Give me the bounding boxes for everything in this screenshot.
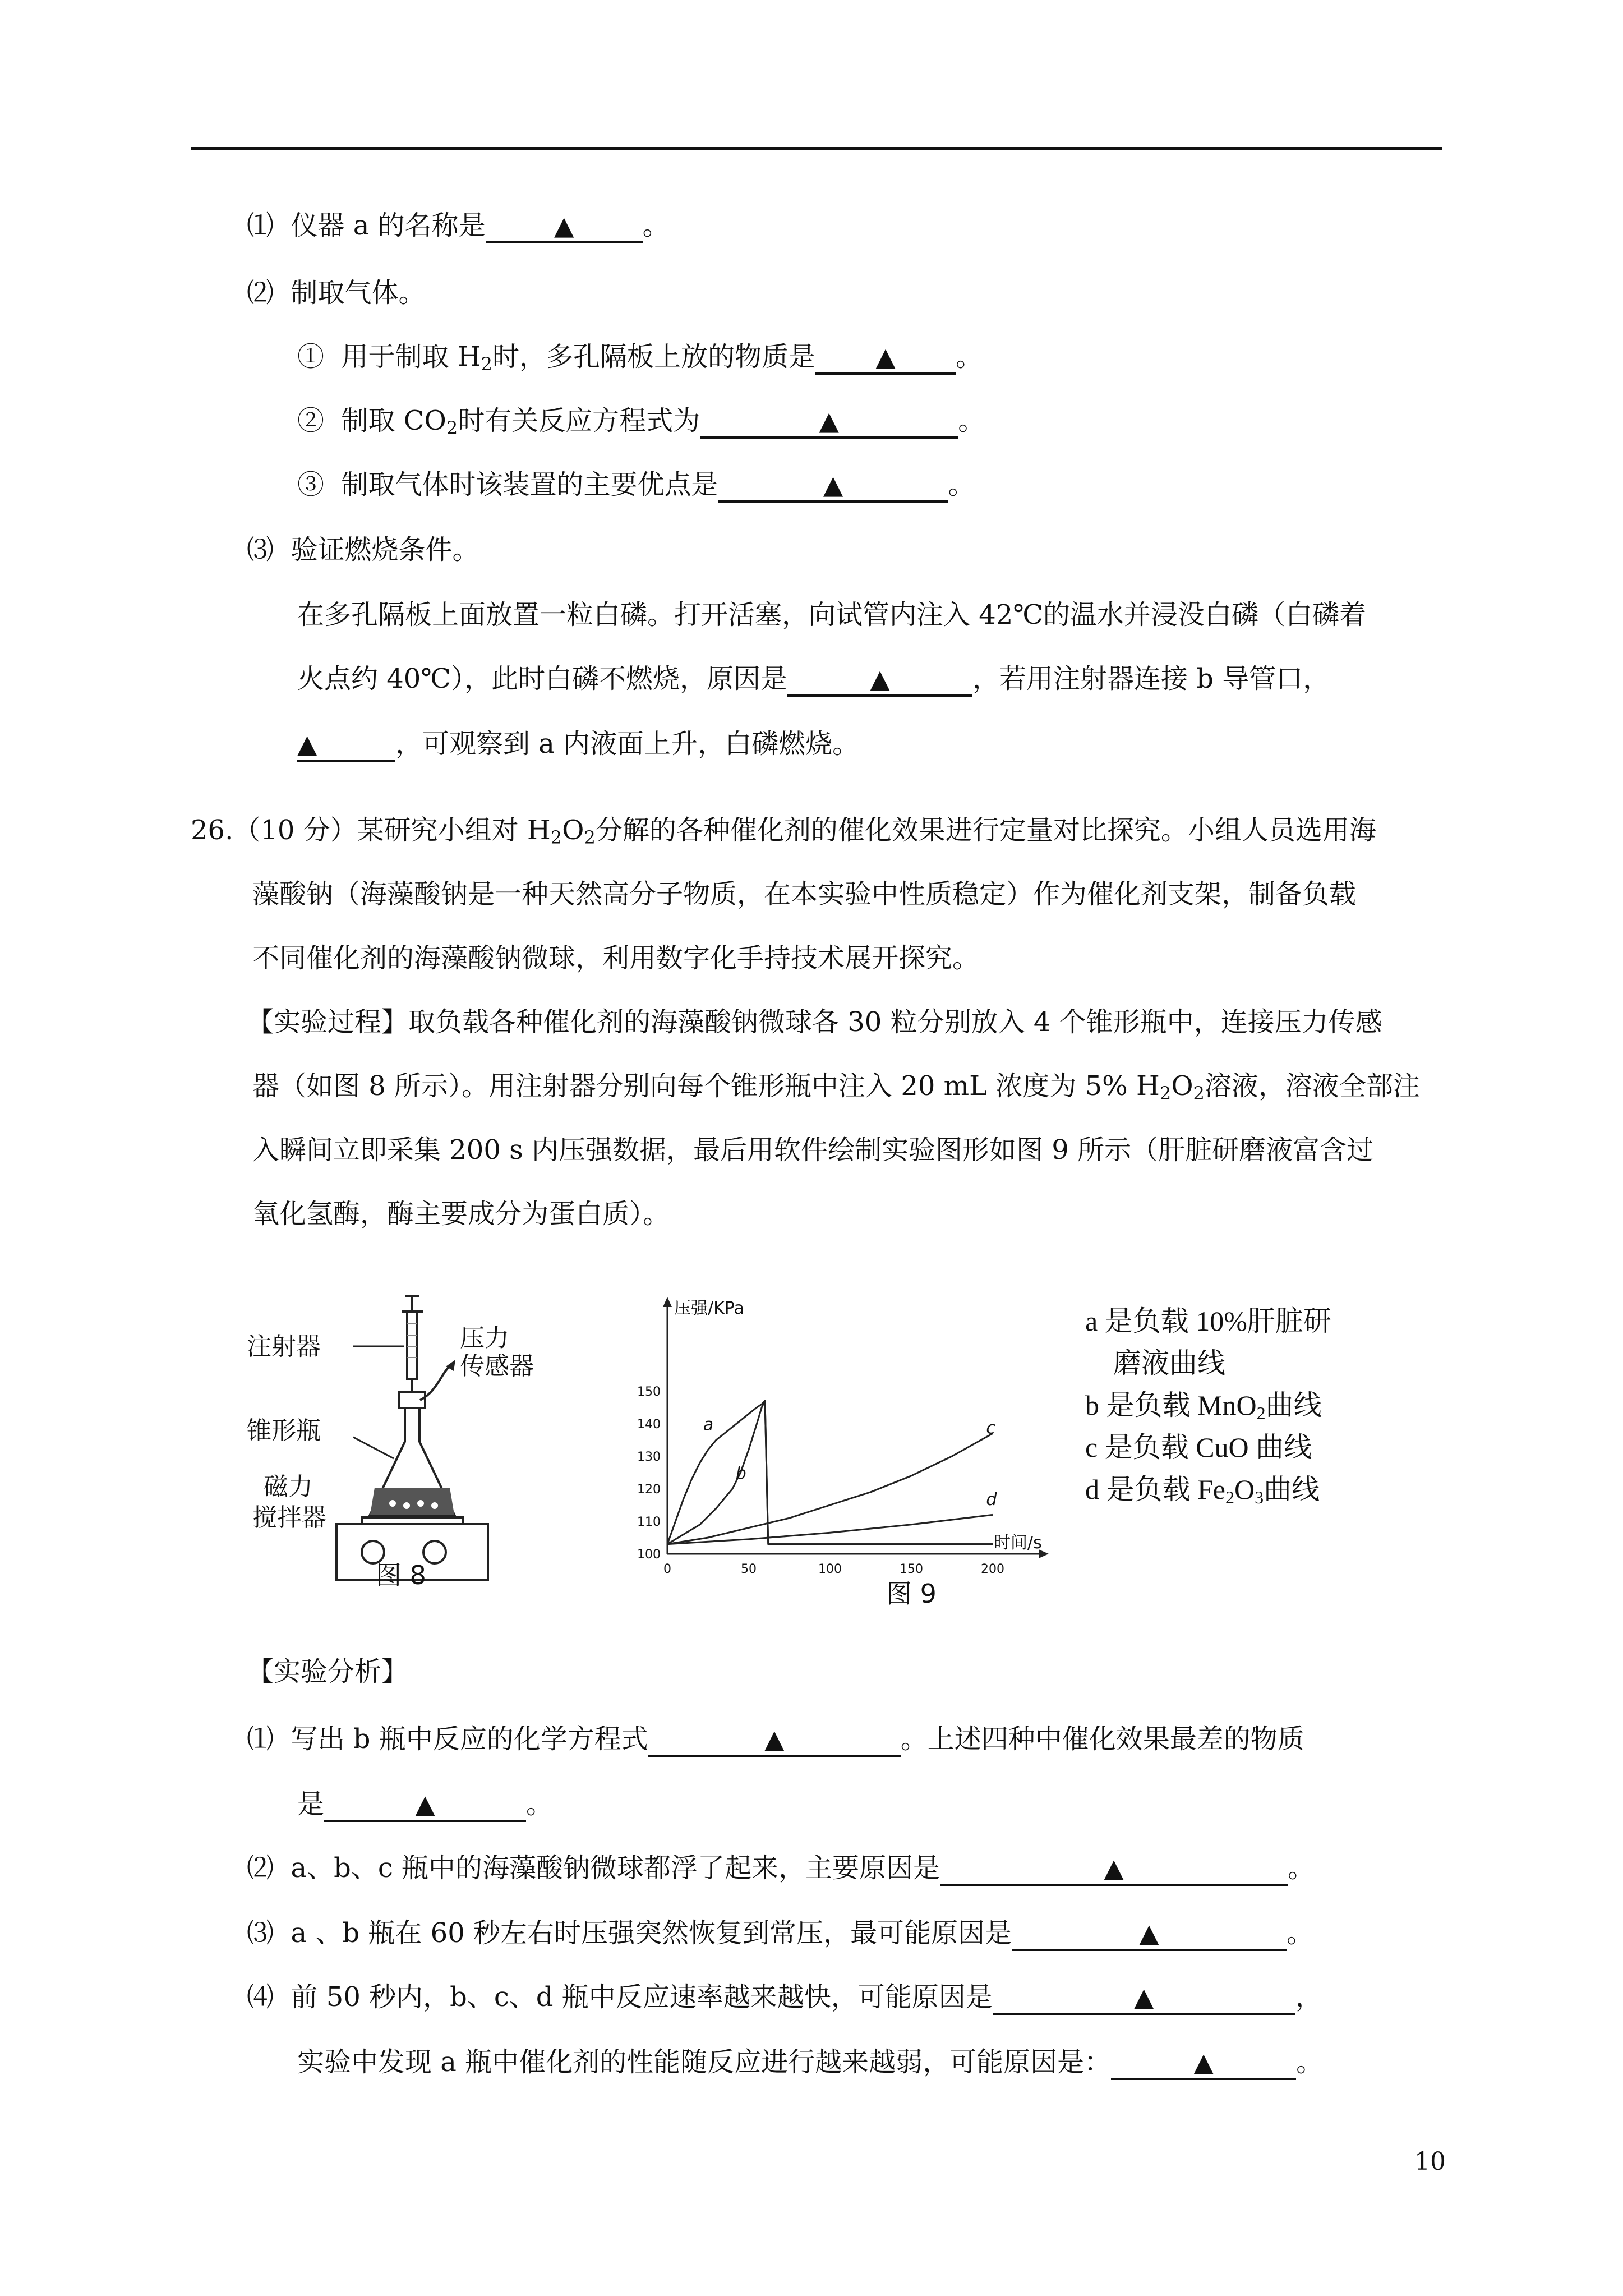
- series-line-c: [667, 1433, 993, 1544]
- answer-blank[interactable]: ▲: [815, 341, 956, 375]
- x-tick-label: 100: [818, 1562, 842, 1576]
- x-tick-label: 200: [981, 1562, 1004, 1576]
- series-line-a: [667, 1401, 993, 1544]
- label-flask: 锥形瓶: [247, 1416, 321, 1445]
- y-tick-label: 140: [637, 1418, 661, 1432]
- legend-c: c 是负载 CuO 曲线: [1085, 1432, 1312, 1463]
- y-axis-arrow: [663, 1297, 672, 1307]
- label-stirrer-1: 磁力: [264, 1473, 313, 1501]
- analysis-q4: ⑷ 前 50 秒内，b、c、d 瓶中反应速率越来越快，可能原因是 ▲ ，: [247, 1980, 1322, 2015]
- y-axis-label: 压强/KPa: [674, 1299, 744, 1318]
- x-tick-label: 50: [741, 1562, 757, 1576]
- q26-process-line4: 氧化氢酶，酶主要成分为蛋白质）。: [252, 1198, 670, 1230]
- y-tick-label: 150: [637, 1385, 661, 1399]
- label-syringe: 注射器: [247, 1332, 321, 1361]
- legend-b: b 是负载 MnO$_2$曲线: [1085, 1389, 1322, 1423]
- answer-blank[interactable]: ▲: [718, 469, 948, 503]
- figure-9-chart: [617, 1285, 1077, 1588]
- legend-a-line2: 磨液曲线: [1113, 1347, 1225, 1379]
- analysis-q3: ⑶ a 、b 瓶在 60 秒左右时压强突然恢复到常压，最可能原因是 ▲ 。: [247, 1916, 1313, 1951]
- q26-intro-line2: 藻酸钠（海藻酸钠是一种天然高分子物质，在本实验中性质稳定）作为催化剂支架，制备负载: [252, 878, 1357, 910]
- syringe-barrel: [407, 1312, 417, 1379]
- label-sensor-2: 传感器: [460, 1352, 534, 1381]
- header-rule: [191, 147, 1442, 150]
- q25-part3: ⑶ 验证燃烧条件。: [247, 534, 479, 565]
- q25-part3-line1: 在多孔隔板上面放置一粒白磷。打开活塞，向试管内注入 42℃的温水并浸没白磷（白磷着: [297, 599, 1367, 631]
- curve-label-d: d: [986, 1490, 997, 1510]
- q25-part2-1: ① 用于制取 $H_2$时，多孔隔板上放的物质是 ▲ 。: [297, 341, 983, 375]
- q25-part2-3: ③ 制取气体时该装置的主要优点是 ▲ 。: [297, 468, 975, 503]
- answer-blank[interactable]: ▲: [940, 1852, 1288, 1886]
- q25-part1: ⑴ 仪器 a 的名称是 ▲ 。: [247, 209, 670, 243]
- x-axis-label: 时间/s: [994, 1533, 1042, 1553]
- series-line-b: [667, 1401, 993, 1544]
- y-tick-label: 100: [637, 1548, 661, 1562]
- q26-process-line2: 器（如图 8 所示）。用注射器分别向每个锥形瓶中注入 20 mL 浓度为 5% $H_2O_2$溶液，溶液全部注: [252, 1070, 1420, 1104]
- analysis-q1-line2: 是 ▲ 。: [297, 1787, 553, 1822]
- legend-a-line1: a 是负载 10%肝脏研: [1085, 1305, 1331, 1337]
- analysis-title: 【实验分析】: [247, 1656, 409, 1687]
- answer-blank[interactable]: ▲: [1012, 1917, 1287, 1951]
- y-tick-label: 110: [637, 1515, 661, 1529]
- q25-part3-line2: 火点约 40℃），此时白磷不燃烧，原因是 ▲ ，若用注射器连接 b 导管口，: [297, 662, 1330, 697]
- answer-blank[interactable]: ▲: [297, 728, 395, 762]
- legend-d: d 是负载 $Fe_2O_3$曲线: [1085, 1474, 1320, 1507]
- curve-label-b: b: [735, 1464, 746, 1484]
- answer-blank[interactable]: ▲: [993, 1981, 1295, 2015]
- q25-part2-2: ② 制取 $CO_2$时有关反应方程式为 ▲ 。: [297, 405, 985, 439]
- figure-9-caption: 图 9: [886, 1579, 937, 1609]
- curve-label-c: c: [986, 1418, 995, 1438]
- q26-process-line3: 入瞬间立即采集 200 s 内压强数据，最后用软件绘制实验图形如图 9 所示（肝脏研磨液富含过: [252, 1134, 1374, 1166]
- answer-blank[interactable]: ▲: [324, 1788, 526, 1822]
- answer-blank[interactable]: ▲: [486, 210, 643, 243]
- y-tick-label: 130: [637, 1450, 661, 1464]
- page-number: 10: [1414, 2147, 1446, 2176]
- q26-process-line1: 【实验过程】取负载各种催化剂的海藻酸钠微球各 30 粒分别放入 4 个锥形瓶中，连接压力传感: [247, 1006, 1382, 1038]
- curve-label-a: a: [703, 1415, 714, 1435]
- analysis-q2: ⑵ a、b、c 瓶中的海藻酸钠微球都浮了起来，主要原因是 ▲ 。: [247, 1851, 1315, 1886]
- analysis-q1: ⑴ 写出 b 瓶中反应的化学方程式 ▲ 。上述四种中催化效果最差的物质: [247, 1722, 1304, 1757]
- answer-blank[interactable]: ▲: [1111, 2046, 1296, 2080]
- q26-intro-line3: 不同催化剂的海藻酸钠微球，利用数字化手持技术展开探究。: [252, 942, 980, 974]
- label-stirrer-2: 搅拌器: [252, 1503, 326, 1532]
- series-line-d: [667, 1515, 993, 1544]
- figure-8-caption: 图 8: [376, 1560, 426, 1590]
- answer-blank[interactable]: ▲: [700, 405, 958, 439]
- answer-blank[interactable]: ▲: [787, 663, 972, 697]
- q26-intro-line1: 26.（10 分）某研究小组对 $H_2O_2$分解的各种催化剂的催化效果进行定量对比探究。小组人员选用海: [191, 815, 1376, 848]
- label-sensor-1: 压力: [460, 1324, 509, 1352]
- analysis-q4-line2: 实验中发现 a 瓶中催化剂的性能随反应进行越来越弱，可能原因是： ▲ 。: [297, 2045, 1323, 2080]
- x-tick-label: 0: [663, 1562, 671, 1576]
- q25-part2: ⑵ 制取气体。: [247, 277, 426, 309]
- x-tick-label: 150: [900, 1562, 923, 1576]
- y-tick-label: 120: [637, 1483, 661, 1497]
- answer-blank[interactable]: ▲: [648, 1723, 901, 1757]
- q25-part3-line3: ▲ ，可观察到 a 内液面上升，白磷燃烧。: [297, 727, 859, 762]
